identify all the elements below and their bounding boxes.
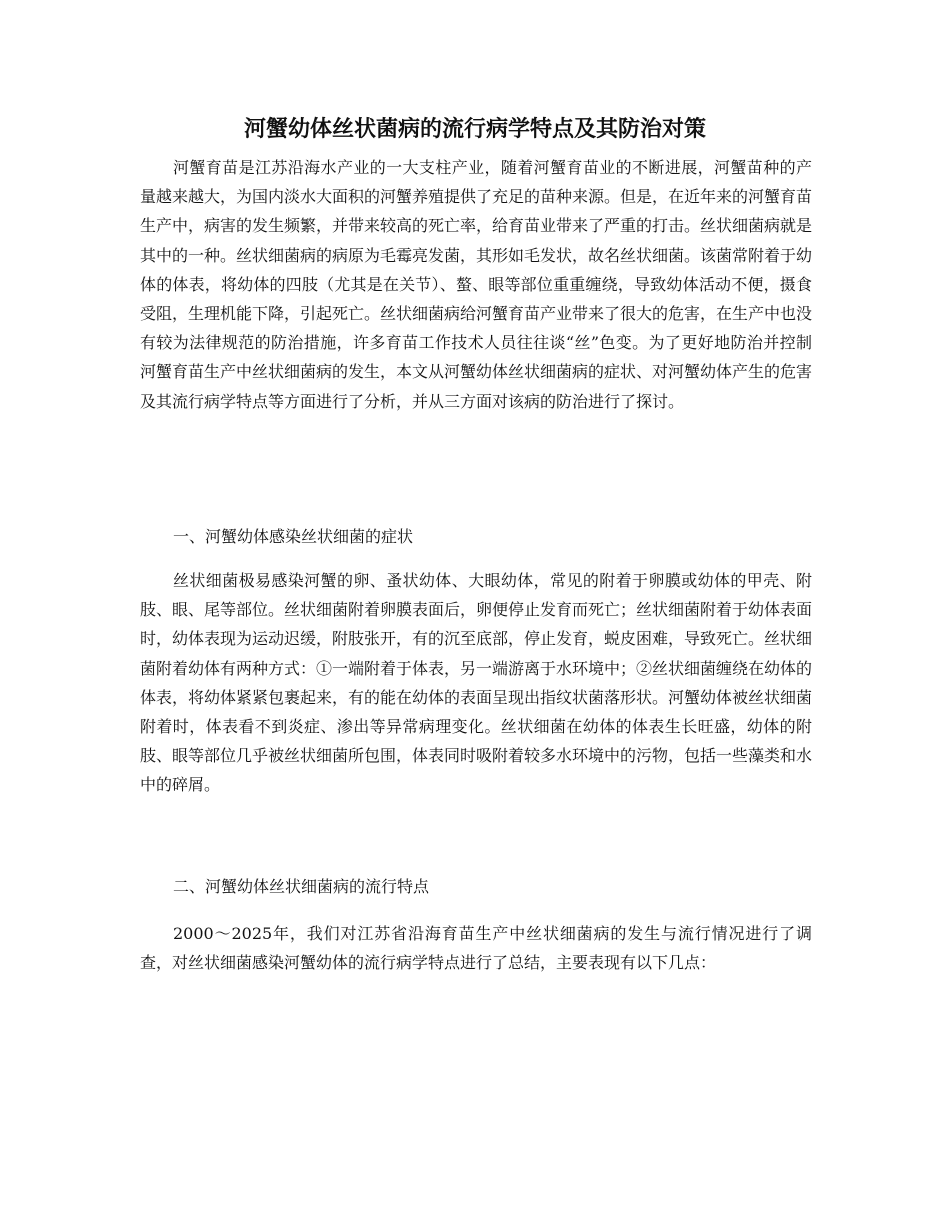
section-heading-symptoms: 一、河蟹幼体感染丝状细菌的症状 [173, 527, 414, 546]
section-heading-epidemic: 二、河蟹幼体丝状细菌病的流行特点 [173, 877, 430, 896]
epidemic-paragraph: 2000～2025年，我们对江苏省沿海育苗生产中丝状细菌病的发生与流行情况进行了调查，对丝状细菌感染河蟹幼体的流行病学特点进行了总结，主要表现有以下几点： [140, 924, 812, 973]
symptoms-paragraph: 丝状细菌极易感染河蟹的卵、蚤状幼体、大眼幼体，常见的附着于卵膜或幼体的甲壳、附肢、眼、尾等部位。丝状细菌附着卵膜表面后，卵便停止发育而死亡；丝状细菌附着于幼体表面时，幼体表现为运动迟缓，附肢张开，有的沉至底部，停止发育，蜕皮困难，导致死亡。丝状细菌附着幼体有两种方式：①一端附着于体表，另一端游离于水环境中；②丝状细菌缠绕在幼体的体表，将幼体紧紧包裹起来，有的能在幼体的表面呈现出指纹状菌落形状。河蟹幼体被丝状细菌附着时，体表看不到炎症、渗出等异常病理变化。丝状细菌在幼体的体表生长旺盛，幼体的附肢、眼等部位几乎被丝状细菌所包围，体表同时吸附着较多水环境中的污物，包括一些藻类和水中的碎屑。 [140, 571, 813, 795]
intro-paragraph: 河蟹育苗是江苏沿海水产业的一大支柱产业，随着河蟹育苗业的不断进展，河蟹苗种的产量越来越大，为国内淡水大面积的河蟹养殖提供了充足的苗种来源。但是，在近年来的河蟹育苗生产中，病害的发生频繁，并带来较高的死亡率，给育苗业带来了严重的打击。丝状细菌病就是其中的一种。丝状细菌病的病原为毛霉亮发菌，其形如毛发状，故名丝状细菌。该菌常附着于幼体的体表，将幼体的四肢（尤其是在关节）、螯、眼等部位重重缠绕，导致幼体活动不便，摄食受阻，生理机能下降，引起死亡。丝状细菌病给河蟹育苗产业带来了很大的危害，在生产中也没有较为法律规范的防治措施，许多育苗工作技术人员往往谈“丝”色变。为了更好地防治并控制河蟹育苗生产中丝状细菌病的发生，本文从河蟹幼体丝状细菌病的症状、对河蟹幼体产生的危害及其流行病学特点等方面进行了分析，并从三方面对该病的防治进行了探讨。 [140, 158, 813, 411]
document-title: 河蟹幼体丝状菌病的流行病学特点及其防治对策 [243, 116, 706, 142]
